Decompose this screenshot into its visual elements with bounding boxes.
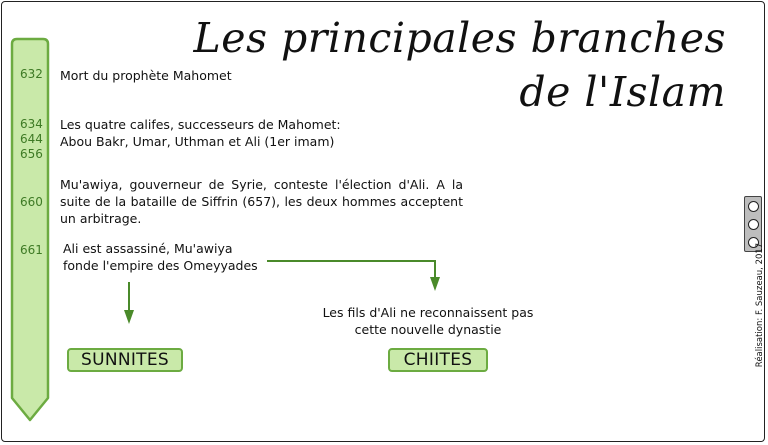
year-label: 644: [20, 132, 43, 146]
event-text-line: fonde l'empire des Omeyyades: [63, 258, 258, 273]
event-text: Mu'awiya, gouverneur de Syrie, conteste l'élection d'Ali. A la suite de la bataille de Siffrin (657), les deux hommes acceptent un arbitrage.: [60, 177, 463, 226]
year-label: 660: [20, 195, 43, 209]
event-text-line: Abou Bakr, Umar, Uthman et Ali (1er imam): [60, 134, 335, 149]
chiite-note: [318, 304, 538, 338]
event-text-line: Les quatre califes, successeurs de Mahomet:: [60, 117, 341, 132]
year-label: 656: [20, 147, 43, 161]
event-text-line: Ali est assassiné, Mu'awiya: [63, 241, 233, 256]
event-text: Mort du prophète Mahomet: [60, 68, 232, 83]
author-credit: Réalisation: F. Sauzeau, 2017: [755, 242, 765, 368]
chiites-box: CHIITES: [388, 348, 488, 372]
note-line: Les fils d'Ali ne reconnaissent pas: [322, 305, 534, 320]
page-title-line2: de l'Islam: [519, 68, 726, 116]
note-line: cette nouvelle dynastie: [354, 322, 502, 337]
page-title: Les principales branches: [193, 14, 726, 62]
sunnites-box: SUNNITES: [67, 348, 183, 372]
year-label: 632: [20, 67, 43, 81]
arrow-to-chiites: [267, 261, 435, 279]
year-label: 634: [20, 117, 43, 131]
arrow-head: [430, 277, 440, 291]
arrow-head: [124, 310, 134, 324]
year-label: 661: [20, 243, 43, 257]
